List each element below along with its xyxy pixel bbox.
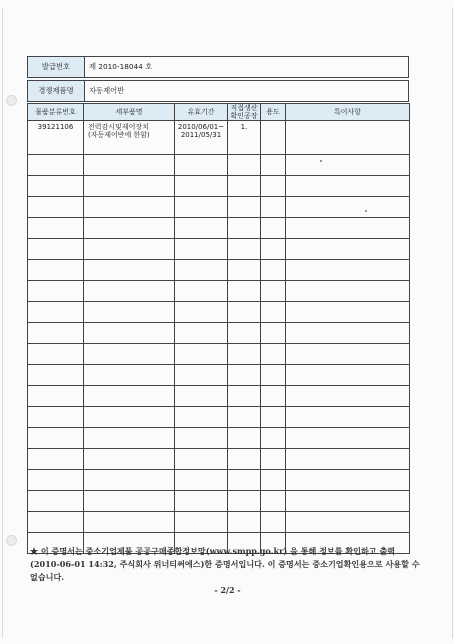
cell-period: 2010/06/01~ 2011/05/31: [175, 121, 228, 155]
table-cell: [286, 260, 410, 281]
issue-number-row: [27, 56, 409, 78]
table-cell: [261, 218, 286, 239]
table-cell: [228, 449, 261, 470]
table-cell: [286, 386, 410, 407]
table-cell: [286, 176, 410, 197]
table-cell: [28, 470, 84, 491]
table-cell: [28, 218, 84, 239]
product-type-value: 자동제어반: [89, 86, 125, 95]
table-cell: [228, 260, 261, 281]
page-right-edge: [452, 8, 453, 638]
table-cell: [84, 260, 175, 281]
punch-hole: [6, 95, 17, 106]
table-cell: [84, 428, 175, 449]
table-row: [28, 197, 410, 218]
table-cell: [28, 260, 84, 281]
table-cell: [228, 365, 261, 386]
table-cell: [28, 407, 84, 428]
table-cell: [228, 428, 261, 449]
table-cell: [228, 491, 261, 512]
table-cell: [28, 449, 84, 470]
cell-use: [261, 121, 286, 155]
table-cell: [84, 407, 175, 428]
table-cell: [286, 344, 410, 365]
table-cell: [28, 302, 84, 323]
table-cell: [28, 344, 84, 365]
table-cell: [286, 365, 410, 386]
table-cell: [84, 491, 175, 512]
table-cell: [28, 281, 84, 302]
table-row: [28, 407, 410, 428]
table-cell: [228, 302, 261, 323]
table-cell: [175, 344, 228, 365]
table-cell: [28, 512, 84, 533]
page-left-edge: [2, 8, 3, 638]
table-row: [28, 302, 410, 323]
table-cell: [175, 239, 228, 260]
table-cell: [228, 407, 261, 428]
cell-item: 전력감시및제어장치 (자동제어반에 한함): [84, 121, 175, 155]
table-cell: [286, 155, 410, 176]
table-cell: [228, 197, 261, 218]
table-cell: [84, 449, 175, 470]
table-cell: [261, 281, 286, 302]
scan-speck: [365, 210, 367, 212]
footer-note: ★ 이 증명서는 중소기업제품 공공구매종합정보망(www.smpp.go.kr) 을 통해 정보를 확인하고 출력(2010-06-01 14:32, 주식회사 위너티써에스)한 증명서입니다. 이 증명서는 중소기업확인용으로 사용할 수 없습니다.: [30, 546, 420, 582]
table-cell: [28, 155, 84, 176]
table-cell: [261, 470, 286, 491]
table-cell: [286, 428, 410, 449]
table-row: [28, 449, 410, 470]
table-cell: [228, 155, 261, 176]
table-cell: [261, 407, 286, 428]
table-cell: [175, 176, 228, 197]
table-row: [28, 155, 410, 176]
table-row: [28, 260, 410, 281]
issue-number-value: 제 2010-18044 호: [89, 62, 153, 71]
table-cell: [228, 281, 261, 302]
table-cell: [84, 365, 175, 386]
table-cell: [286, 407, 410, 428]
table-cell: [286, 302, 410, 323]
table-cell: [228, 470, 261, 491]
table-cell: [261, 365, 286, 386]
table-cell: [175, 260, 228, 281]
table-row: [28, 491, 410, 512]
table-row: [28, 239, 410, 260]
table-cell: [28, 176, 84, 197]
table-cell: [175, 407, 228, 428]
table-cell: [175, 197, 228, 218]
punch-hole: [6, 535, 17, 546]
table-header-row: [28, 104, 410, 121]
table-cell: [84, 386, 175, 407]
header-use: 용도: [261, 104, 286, 121]
product-type-row: [27, 80, 409, 102]
table-cell: [286, 281, 410, 302]
table-cell: [228, 218, 261, 239]
table-cell: [175, 323, 228, 344]
cell-factory: 1.: [228, 121, 261, 155]
table-cell: [84, 197, 175, 218]
table-cell: [84, 218, 175, 239]
table-row: [28, 344, 410, 365]
table-cell: [261, 323, 286, 344]
table-row: [28, 281, 410, 302]
table-cell: [261, 176, 286, 197]
table-cell: [28, 386, 84, 407]
table-row: [28, 365, 410, 386]
table-cell: [84, 344, 175, 365]
table-cell: [175, 428, 228, 449]
table-cell: [261, 239, 286, 260]
table-cell: [175, 365, 228, 386]
header-period: 유효기간: [175, 104, 228, 121]
header-factory: 직접생산 확인공장: [228, 104, 261, 121]
table-cell: [228, 323, 261, 344]
table-cell: [228, 386, 261, 407]
table-cell: [286, 512, 410, 533]
table-cell: [286, 449, 410, 470]
table-cell: [228, 176, 261, 197]
table-cell: [261, 512, 286, 533]
table-cell: [261, 197, 286, 218]
table-cell: [261, 386, 286, 407]
header-class-no: 물품분류번호: [28, 104, 84, 121]
table-cell: [261, 449, 286, 470]
table-cell: [28, 365, 84, 386]
table-cell: [84, 176, 175, 197]
table-cell: [28, 197, 84, 218]
table-cell: [84, 281, 175, 302]
table-cell: [84, 323, 175, 344]
table-row: [28, 428, 410, 449]
table-cell: [175, 281, 228, 302]
page-number: - 2/2 -: [214, 585, 241, 595]
table-cell: [175, 218, 228, 239]
table-row: [28, 218, 410, 239]
header-item: 세부품명: [84, 104, 175, 121]
table-cell: [175, 449, 228, 470]
table-cell: [286, 470, 410, 491]
table-cell: [175, 302, 228, 323]
table-cell: [84, 470, 175, 491]
header-remark: 특이사항: [286, 104, 410, 121]
table-cell: [261, 155, 286, 176]
table-cell: [286, 239, 410, 260]
table-row: [28, 323, 410, 344]
cell-remark: [286, 121, 410, 155]
table-cell: [228, 512, 261, 533]
product-table: [27, 103, 410, 554]
table-cell: [261, 302, 286, 323]
table-cell: [175, 491, 228, 512]
table-cell: [28, 428, 84, 449]
issue-number-label: 발급번호: [28, 57, 85, 77]
table-row: [28, 512, 410, 533]
cell-class-no: 39121106: [28, 121, 84, 155]
table-cell: [28, 491, 84, 512]
table-cell: [84, 512, 175, 533]
table-cell: [28, 239, 84, 260]
scan-speck: [320, 160, 322, 162]
table-cell: [261, 428, 286, 449]
table-cell: [286, 323, 410, 344]
table-cell: [261, 491, 286, 512]
table-cell: [286, 218, 410, 239]
table-cell: [175, 512, 228, 533]
table-row: [28, 470, 410, 491]
table-cell: [175, 386, 228, 407]
table-cell: [175, 155, 228, 176]
table-cell: [286, 491, 410, 512]
table-cell: [84, 155, 175, 176]
table-cell: [175, 470, 228, 491]
table-cell: [286, 197, 410, 218]
table-row: [28, 121, 410, 155]
table-cell: [84, 302, 175, 323]
table-cell: [84, 239, 175, 260]
table-cell: [28, 323, 84, 344]
product-type-label: 경쟁제품명: [28, 81, 85, 101]
table-cell: [261, 344, 286, 365]
table-row: [28, 176, 410, 197]
table-cell: [228, 344, 261, 365]
table-cell: [228, 239, 261, 260]
table-cell: [261, 260, 286, 281]
table-row: [28, 386, 410, 407]
